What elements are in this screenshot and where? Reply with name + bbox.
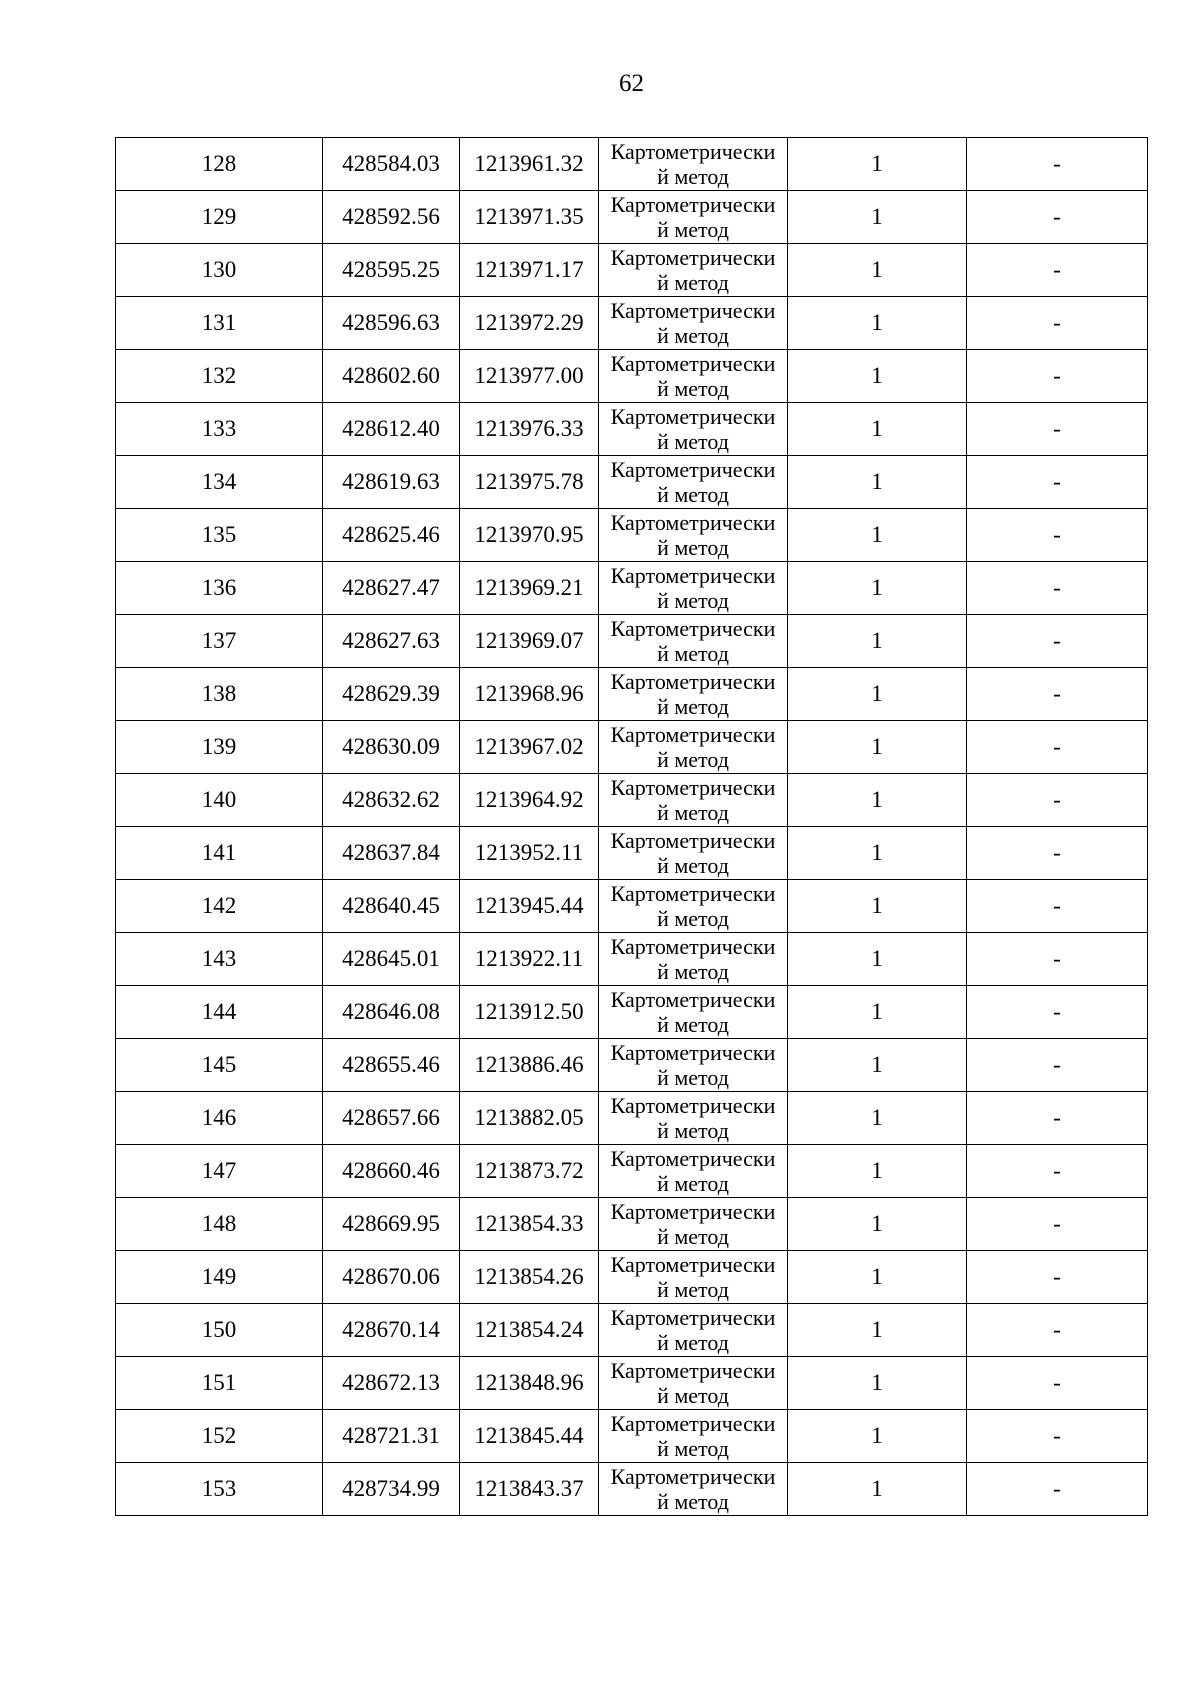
point-number-cell: 133 xyxy=(116,403,323,456)
method-cell xyxy=(599,668,788,721)
method-text-line1: Картометрически xyxy=(610,1252,776,1277)
y-coordinate-cell: 1213922.11 xyxy=(460,933,599,986)
note-cell: - xyxy=(967,191,1148,244)
accuracy-cell: 1 xyxy=(788,1251,967,1304)
method-text-line2: й метод xyxy=(657,1065,729,1090)
accuracy-cell: 1 xyxy=(788,1410,967,1463)
accuracy-cell: 1 xyxy=(788,933,967,986)
note-cell: - xyxy=(967,350,1148,403)
table-row xyxy=(116,1463,1148,1516)
method-cell xyxy=(599,827,788,880)
x-coordinate-cell: 428645.01 xyxy=(323,933,460,986)
method-text-line2: й метод xyxy=(657,1171,729,1196)
y-coordinate-cell: 1213970.95 xyxy=(460,509,599,562)
note-cell: - xyxy=(967,1251,1148,1304)
y-coordinate-cell: 1213873.72 xyxy=(460,1145,599,1198)
method-cell xyxy=(599,297,788,350)
x-coordinate-cell: 428630.09 xyxy=(323,721,460,774)
x-coordinate-cell: 428584.03 xyxy=(323,138,460,191)
point-number-cell: 153 xyxy=(116,1463,323,1516)
method-text-line2: й метод xyxy=(657,1118,729,1143)
method-cell xyxy=(599,615,788,668)
table-row xyxy=(116,1251,1148,1304)
accuracy-cell: 1 xyxy=(788,297,967,350)
accuracy-cell: 1 xyxy=(788,1092,967,1145)
note-cell: - xyxy=(967,827,1148,880)
y-coordinate-cell: 1213977.00 xyxy=(460,350,599,403)
method-cell xyxy=(599,244,788,297)
method-cell xyxy=(599,1357,788,1410)
y-coordinate-cell: 1213969.07 xyxy=(460,615,599,668)
table-row xyxy=(116,456,1148,509)
method-text-line1: Картометрически xyxy=(610,245,776,270)
method-cell xyxy=(599,350,788,403)
note-cell: - xyxy=(967,1198,1148,1251)
method-text-line2: й метод xyxy=(657,535,729,560)
point-number-cell: 128 xyxy=(116,138,323,191)
method-text-line1: Картометрически xyxy=(610,457,776,482)
x-coordinate-cell: 428646.08 xyxy=(323,986,460,1039)
y-coordinate-cell: 1213886.46 xyxy=(460,1039,599,1092)
x-coordinate-cell: 428632.62 xyxy=(323,774,460,827)
table-row xyxy=(116,1092,1148,1145)
method-text-line2: й метод xyxy=(657,376,729,401)
method-cell xyxy=(599,1463,788,1516)
table-row xyxy=(116,986,1148,1039)
point-number-cell: 131 xyxy=(116,297,323,350)
method-cell xyxy=(599,1092,788,1145)
accuracy-cell: 1 xyxy=(788,1039,967,1092)
y-coordinate-cell: 1213945.44 xyxy=(460,880,599,933)
note-cell: - xyxy=(967,456,1148,509)
point-number-cell: 135 xyxy=(116,509,323,562)
note-cell: - xyxy=(967,138,1148,191)
y-coordinate-cell: 1213971.35 xyxy=(460,191,599,244)
table-row xyxy=(116,509,1148,562)
method-text-line2: й метод xyxy=(657,959,729,984)
x-coordinate-cell: 428672.13 xyxy=(323,1357,460,1410)
point-number-cell: 143 xyxy=(116,933,323,986)
method-text-line2: й метод xyxy=(657,1012,729,1037)
method-cell xyxy=(599,1198,788,1251)
note-cell: - xyxy=(967,615,1148,668)
accuracy-cell: 1 xyxy=(788,1198,967,1251)
table-row xyxy=(116,244,1148,297)
method-text-line1: Картометрически xyxy=(610,1040,776,1065)
y-coordinate-cell: 1213854.26 xyxy=(460,1251,599,1304)
table-row xyxy=(116,562,1148,615)
page-number: 62 xyxy=(619,70,644,97)
method-text-line1: Картометрически xyxy=(610,192,776,217)
y-coordinate-cell: 1213975.78 xyxy=(460,456,599,509)
point-number-cell: 148 xyxy=(116,1198,323,1251)
accuracy-cell: 1 xyxy=(788,562,967,615)
method-text-line1: Картометрически xyxy=(610,1305,776,1330)
note-cell: - xyxy=(967,509,1148,562)
table-row xyxy=(116,774,1148,827)
method-text-line2: й метод xyxy=(657,800,729,825)
table-row xyxy=(116,933,1148,986)
note-cell: - xyxy=(967,986,1148,1039)
method-text-line1: Картометрически xyxy=(610,669,776,694)
method-text-line2: й метод xyxy=(657,482,729,507)
coordinates-table xyxy=(115,137,1148,1516)
method-text-line2: й метод xyxy=(657,429,729,454)
method-text-line2: й метод xyxy=(657,1383,729,1408)
method-text-line1: Картометрически xyxy=(610,722,776,747)
method-text-line1: Картометрически xyxy=(610,616,776,641)
x-coordinate-cell: 428627.47 xyxy=(323,562,460,615)
note-cell: - xyxy=(967,1304,1148,1357)
note-cell: - xyxy=(967,933,1148,986)
y-coordinate-cell: 1213964.92 xyxy=(460,774,599,827)
table-row xyxy=(116,615,1148,668)
accuracy-cell: 1 xyxy=(788,350,967,403)
y-coordinate-cell: 1213848.96 xyxy=(460,1357,599,1410)
method-text-line1: Картометрически xyxy=(610,934,776,959)
method-text-line1: Картометрически xyxy=(610,1199,776,1224)
point-number-cell: 142 xyxy=(116,880,323,933)
x-coordinate-cell: 428627.63 xyxy=(323,615,460,668)
method-text-line1: Картометрически xyxy=(610,298,776,323)
table-row xyxy=(116,1145,1148,1198)
method-cell xyxy=(599,1039,788,1092)
method-cell xyxy=(599,880,788,933)
accuracy-cell: 1 xyxy=(788,509,967,562)
accuracy-cell: 1 xyxy=(788,721,967,774)
point-number-cell: 152 xyxy=(116,1410,323,1463)
method-text-line1: Картометрически xyxy=(610,775,776,800)
accuracy-cell: 1 xyxy=(788,191,967,244)
table-row xyxy=(116,827,1148,880)
y-coordinate-cell: 1213882.05 xyxy=(460,1092,599,1145)
method-cell xyxy=(599,1251,788,1304)
table-row xyxy=(116,191,1148,244)
method-text-line2: й метод xyxy=(657,588,729,613)
method-text-line2: й метод xyxy=(657,747,729,772)
method-text-line1: Картометрически xyxy=(610,828,776,853)
table-body xyxy=(116,138,1148,1516)
accuracy-cell: 1 xyxy=(788,986,967,1039)
method-text-line1: Картометрически xyxy=(610,987,776,1012)
table-row xyxy=(116,880,1148,933)
x-coordinate-cell: 428596.63 xyxy=(323,297,460,350)
note-cell: - xyxy=(967,1357,1148,1410)
method-text-line2: й метод xyxy=(657,1277,729,1302)
method-text-line1: Картометрически xyxy=(610,563,776,588)
method-cell xyxy=(599,138,788,191)
y-coordinate-cell: 1213972.29 xyxy=(460,297,599,350)
point-number-cell: 141 xyxy=(116,827,323,880)
accuracy-cell: 1 xyxy=(788,774,967,827)
x-coordinate-cell: 428592.56 xyxy=(323,191,460,244)
point-number-cell: 130 xyxy=(116,244,323,297)
x-coordinate-cell: 428619.63 xyxy=(323,456,460,509)
table-row xyxy=(116,1039,1148,1092)
point-number-cell: 132 xyxy=(116,350,323,403)
note-cell: - xyxy=(967,721,1148,774)
accuracy-cell: 1 xyxy=(788,1304,967,1357)
method-text-line2: й метод xyxy=(657,1330,729,1355)
method-text-line2: й метод xyxy=(657,217,729,242)
note-cell: - xyxy=(967,562,1148,615)
x-coordinate-cell: 428660.46 xyxy=(323,1145,460,1198)
y-coordinate-cell: 1213968.96 xyxy=(460,668,599,721)
y-coordinate-cell: 1213843.37 xyxy=(460,1463,599,1516)
point-number-cell: 150 xyxy=(116,1304,323,1357)
method-cell xyxy=(599,1410,788,1463)
y-coordinate-cell: 1213976.33 xyxy=(460,403,599,456)
x-coordinate-cell: 428602.60 xyxy=(323,350,460,403)
x-coordinate-cell: 428629.39 xyxy=(323,668,460,721)
accuracy-cell: 1 xyxy=(788,615,967,668)
note-cell: - xyxy=(967,1463,1148,1516)
table-row xyxy=(116,138,1148,191)
table-row xyxy=(116,1198,1148,1251)
y-coordinate-cell: 1213912.50 xyxy=(460,986,599,1039)
method-text-line2: й метод xyxy=(657,1436,729,1461)
accuracy-cell: 1 xyxy=(788,1357,967,1410)
table-row xyxy=(116,1410,1148,1463)
note-cell: - xyxy=(967,297,1148,350)
note-cell: - xyxy=(967,668,1148,721)
x-coordinate-cell: 428657.66 xyxy=(323,1092,460,1145)
accuracy-cell: 1 xyxy=(788,880,967,933)
point-number-cell: 129 xyxy=(116,191,323,244)
x-coordinate-cell: 428721.31 xyxy=(323,1410,460,1463)
note-cell: - xyxy=(967,244,1148,297)
accuracy-cell: 1 xyxy=(788,244,967,297)
method-text-line1: Картометрически xyxy=(610,139,776,164)
x-coordinate-cell: 428734.99 xyxy=(323,1463,460,1516)
method-text-line2: й метод xyxy=(657,1489,729,1514)
method-cell xyxy=(599,456,788,509)
note-cell: - xyxy=(967,403,1148,456)
point-number-cell: 147 xyxy=(116,1145,323,1198)
method-text-line1: Картометрически xyxy=(610,881,776,906)
method-cell xyxy=(599,1304,788,1357)
y-coordinate-cell: 1213854.33 xyxy=(460,1198,599,1251)
x-coordinate-cell: 428637.84 xyxy=(323,827,460,880)
method-text-line1: Картометрически xyxy=(610,404,776,429)
x-coordinate-cell: 428625.46 xyxy=(323,509,460,562)
method-text-line1: Картометрически xyxy=(610,351,776,376)
accuracy-cell: 1 xyxy=(788,827,967,880)
y-coordinate-cell: 1213952.11 xyxy=(460,827,599,880)
method-text-line1: Картометрически xyxy=(610,1146,776,1171)
y-coordinate-cell: 1213971.17 xyxy=(460,244,599,297)
accuracy-cell: 1 xyxy=(788,403,967,456)
method-text-line2: й метод xyxy=(657,323,729,348)
method-text-line2: й метод xyxy=(657,694,729,719)
method-cell xyxy=(599,933,788,986)
method-text-line2: й метод xyxy=(657,906,729,931)
y-coordinate-cell: 1213969.21 xyxy=(460,562,599,615)
y-coordinate-cell: 1213961.32 xyxy=(460,138,599,191)
point-number-cell: 137 xyxy=(116,615,323,668)
x-coordinate-cell: 428655.46 xyxy=(323,1039,460,1092)
point-number-cell: 136 xyxy=(116,562,323,615)
method-text-line2: й метод xyxy=(657,164,729,189)
accuracy-cell: 1 xyxy=(788,668,967,721)
point-number-cell: 140 xyxy=(116,774,323,827)
method-cell xyxy=(599,774,788,827)
method-cell xyxy=(599,509,788,562)
y-coordinate-cell: 1213967.02 xyxy=(460,721,599,774)
accuracy-cell: 1 xyxy=(788,456,967,509)
table-row xyxy=(116,1304,1148,1357)
method-cell xyxy=(599,721,788,774)
method-cell xyxy=(599,403,788,456)
point-number-cell: 151 xyxy=(116,1357,323,1410)
note-cell: - xyxy=(967,1145,1148,1198)
x-coordinate-cell: 428670.14 xyxy=(323,1304,460,1357)
point-number-cell: 134 xyxy=(116,456,323,509)
method-text-line1: Картометрически xyxy=(610,510,776,535)
note-cell: - xyxy=(967,774,1148,827)
method-text-line2: й метод xyxy=(657,1224,729,1249)
point-number-cell: 138 xyxy=(116,668,323,721)
table-row xyxy=(116,668,1148,721)
method-text-line2: й метод xyxy=(657,641,729,666)
table-row xyxy=(116,1357,1148,1410)
table-row xyxy=(116,350,1148,403)
table-row xyxy=(116,403,1148,456)
method-text-line1: Картометрически xyxy=(610,1411,776,1436)
accuracy-cell: 1 xyxy=(788,1145,967,1198)
method-cell xyxy=(599,1145,788,1198)
method-text-line2: й метод xyxy=(657,853,729,878)
method-text-line1: Картометрически xyxy=(610,1358,776,1383)
note-cell: - xyxy=(967,1039,1148,1092)
x-coordinate-cell: 428669.95 xyxy=(323,1198,460,1251)
x-coordinate-cell: 428670.06 xyxy=(323,1251,460,1304)
point-number-cell: 144 xyxy=(116,986,323,1039)
method-cell xyxy=(599,562,788,615)
x-coordinate-cell: 428612.40 xyxy=(323,403,460,456)
point-number-cell: 149 xyxy=(116,1251,323,1304)
accuracy-cell: 1 xyxy=(788,138,967,191)
method-text-line1: Картометрически xyxy=(610,1093,776,1118)
method-text-line2: й метод xyxy=(657,270,729,295)
table-row xyxy=(116,297,1148,350)
method-cell xyxy=(599,191,788,244)
x-coordinate-cell: 428640.45 xyxy=(323,880,460,933)
point-number-cell: 146 xyxy=(116,1092,323,1145)
point-number-cell: 139 xyxy=(116,721,323,774)
y-coordinate-cell: 1213845.44 xyxy=(460,1410,599,1463)
x-coordinate-cell: 428595.25 xyxy=(323,244,460,297)
note-cell: - xyxy=(967,1092,1148,1145)
accuracy-cell: 1 xyxy=(788,1463,967,1516)
method-cell xyxy=(599,986,788,1039)
table-row xyxy=(116,721,1148,774)
note-cell: - xyxy=(967,880,1148,933)
method-text-line1: Картометрически xyxy=(610,1464,776,1489)
y-coordinate-cell: 1213854.24 xyxy=(460,1304,599,1357)
point-number-cell: 145 xyxy=(116,1039,323,1092)
note-cell: - xyxy=(967,1410,1148,1463)
